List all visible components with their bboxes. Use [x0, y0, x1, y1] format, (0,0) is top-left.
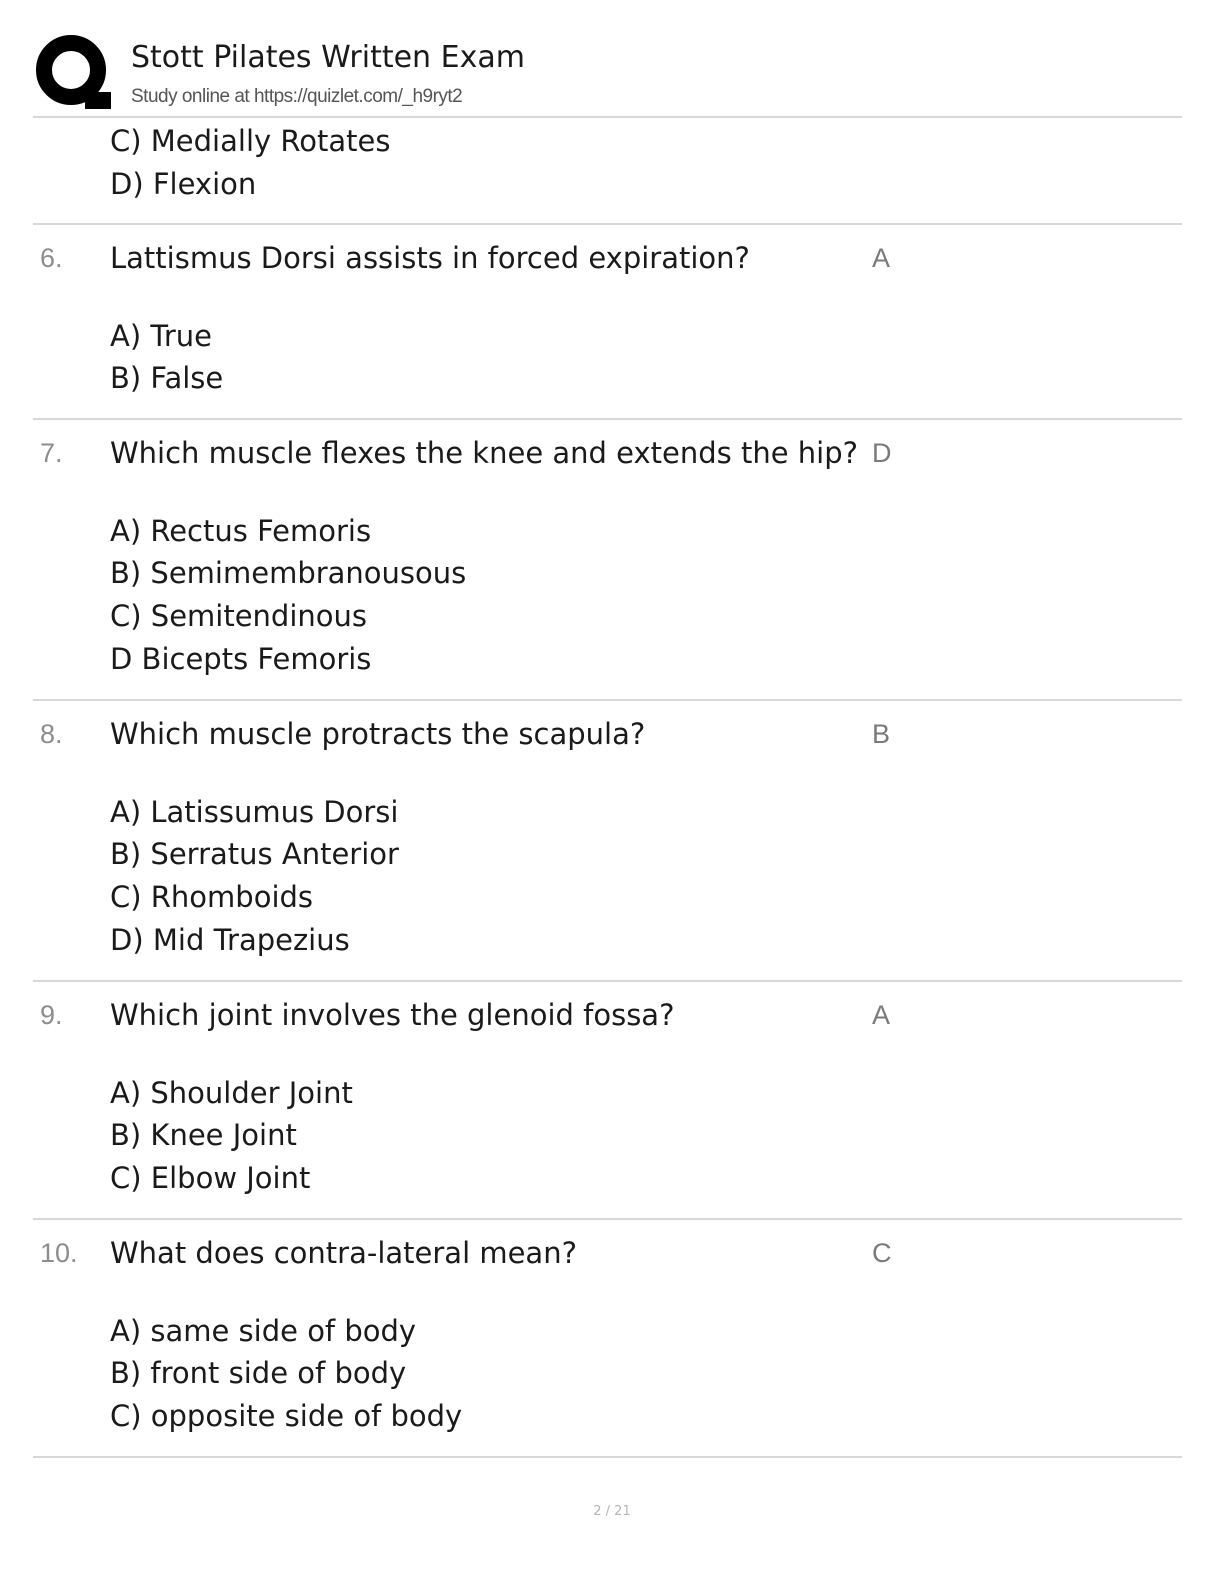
answer-option: D) Mid Trapezius: [110, 923, 350, 957]
answer-option: C) Semitendinous: [110, 599, 368, 633]
answer-option: C) opposite side of body: [110, 1399, 463, 1433]
document-title: Stott Pilates Written Exam: [131, 40, 525, 75]
answer-letter: B: [872, 719, 891, 749]
divider: [33, 223, 1182, 225]
answer-option: C) Rhomboids: [110, 880, 314, 914]
question-number: 9.: [40, 1000, 63, 1030]
question-number: 7.: [40, 438, 63, 468]
divider: [33, 116, 1182, 118]
answer-letter: A: [872, 1000, 891, 1030]
divider: [33, 980, 1182, 982]
answer-option: A) same side of body: [110, 1314, 417, 1348]
answer-letter: C: [872, 1238, 892, 1268]
answer-letter: D: [872, 438, 892, 468]
question-number: 10.: [40, 1238, 78, 1268]
continued-option: C) Medially Rotates: [110, 124, 391, 158]
answer-option: B) Semimembranousous: [110, 556, 467, 590]
answer-option: C) Elbow Joint: [110, 1161, 311, 1195]
answer-option: B) front side of body: [110, 1356, 407, 1390]
study-link-text: Study online at https://quizlet.com/_h9ryt2: [131, 86, 463, 107]
question-text: Which muscle flexes the knee and extends the hip?: [110, 436, 859, 470]
answer-option: B) Knee Joint: [110, 1118, 297, 1152]
divider: [33, 418, 1182, 420]
question-text: Which muscle protracts the scapula?: [110, 717, 646, 751]
question-text: Which joint involves the glenoid fossa?: [110, 998, 675, 1032]
question-text: Lattismus Dorsi assists in forced expiration?: [110, 241, 750, 275]
answer-option: A) True: [110, 319, 212, 353]
page-header: [33, 30, 1183, 116]
question-text: What does contra-lateral mean?: [110, 1236, 577, 1270]
divider: [33, 1456, 1182, 1458]
answer-option: B) False: [110, 361, 224, 395]
question-number: 6.: [40, 243, 63, 273]
divider: [33, 1218, 1182, 1220]
question-number: 8.: [40, 719, 63, 749]
answer-option: A) Rectus Femoris: [110, 514, 372, 548]
continued-option: D) Flexion: [110, 167, 257, 201]
answer-option: D Bicepts Femoris: [110, 642, 372, 676]
answer-option: A) Shoulder Joint: [110, 1076, 353, 1110]
page-indicator: 2 / 21: [593, 1504, 631, 1519]
answer-option: B) Serratus Anterior: [110, 837, 399, 871]
answer-option: A) Latissumus Dorsi: [110, 795, 399, 829]
answer-letter: A: [872, 243, 891, 273]
quizlet-logo-icon: [33, 32, 113, 112]
divider: [33, 699, 1182, 701]
